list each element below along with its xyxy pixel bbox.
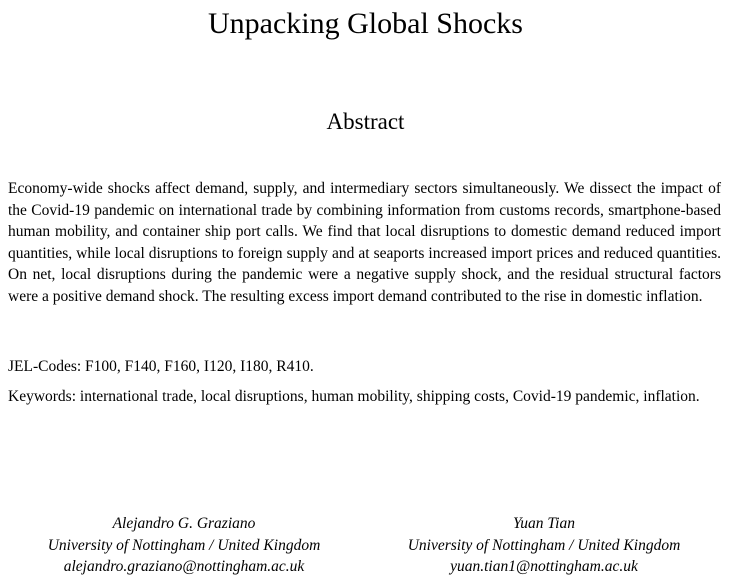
jel-codes: JEL-Codes: F100, F140, F160, I120, I180, R410. (8, 358, 314, 375)
abstract-heading: Abstract (326, 109, 405, 134)
author-name: Alejandro G. Graziano (112, 515, 256, 532)
author-email[interactable]: yuan.tian1@nottingham.ac.uk (450, 558, 638, 575)
author-name: Yuan Tian (513, 515, 575, 532)
paper-title: Unpacking Global Shocks (208, 7, 523, 40)
author-email[interactable]: alejandro.graziano@nottingham.ac.uk (63, 558, 305, 575)
author-affiliation: University of Nottingham / United Kingdom (47, 536, 321, 554)
abstract-body: Economy-wide shocks affect demand, supply, and intermediary sectors simultaneously. We dissect the impact of the Covid-19 pandemic on international trade by combining information from customs records, smartphone-based human mobility, and container ship port calls. We find that local disruptions to domestic demand reduced import quantities, while local disruptions to foreign supply and at seaports increased import prices and reduced quantities. On net, local disruptions during the pandemic were a negative supply shock, and the residual structural factors were a positive demand shock. The resulting excess import demand contributed to the rise in domestic inflation. (8, 180, 721, 305)
author-block-2 (374, 513, 714, 578)
keywords: Keywords: international trade, local disruptions, human mobility, shipping costs, Covid-19 pandemic, inflation. (8, 388, 700, 405)
author-block-1 (14, 513, 354, 578)
author-affiliation: University of Nottingham / United Kingdom (407, 536, 681, 554)
